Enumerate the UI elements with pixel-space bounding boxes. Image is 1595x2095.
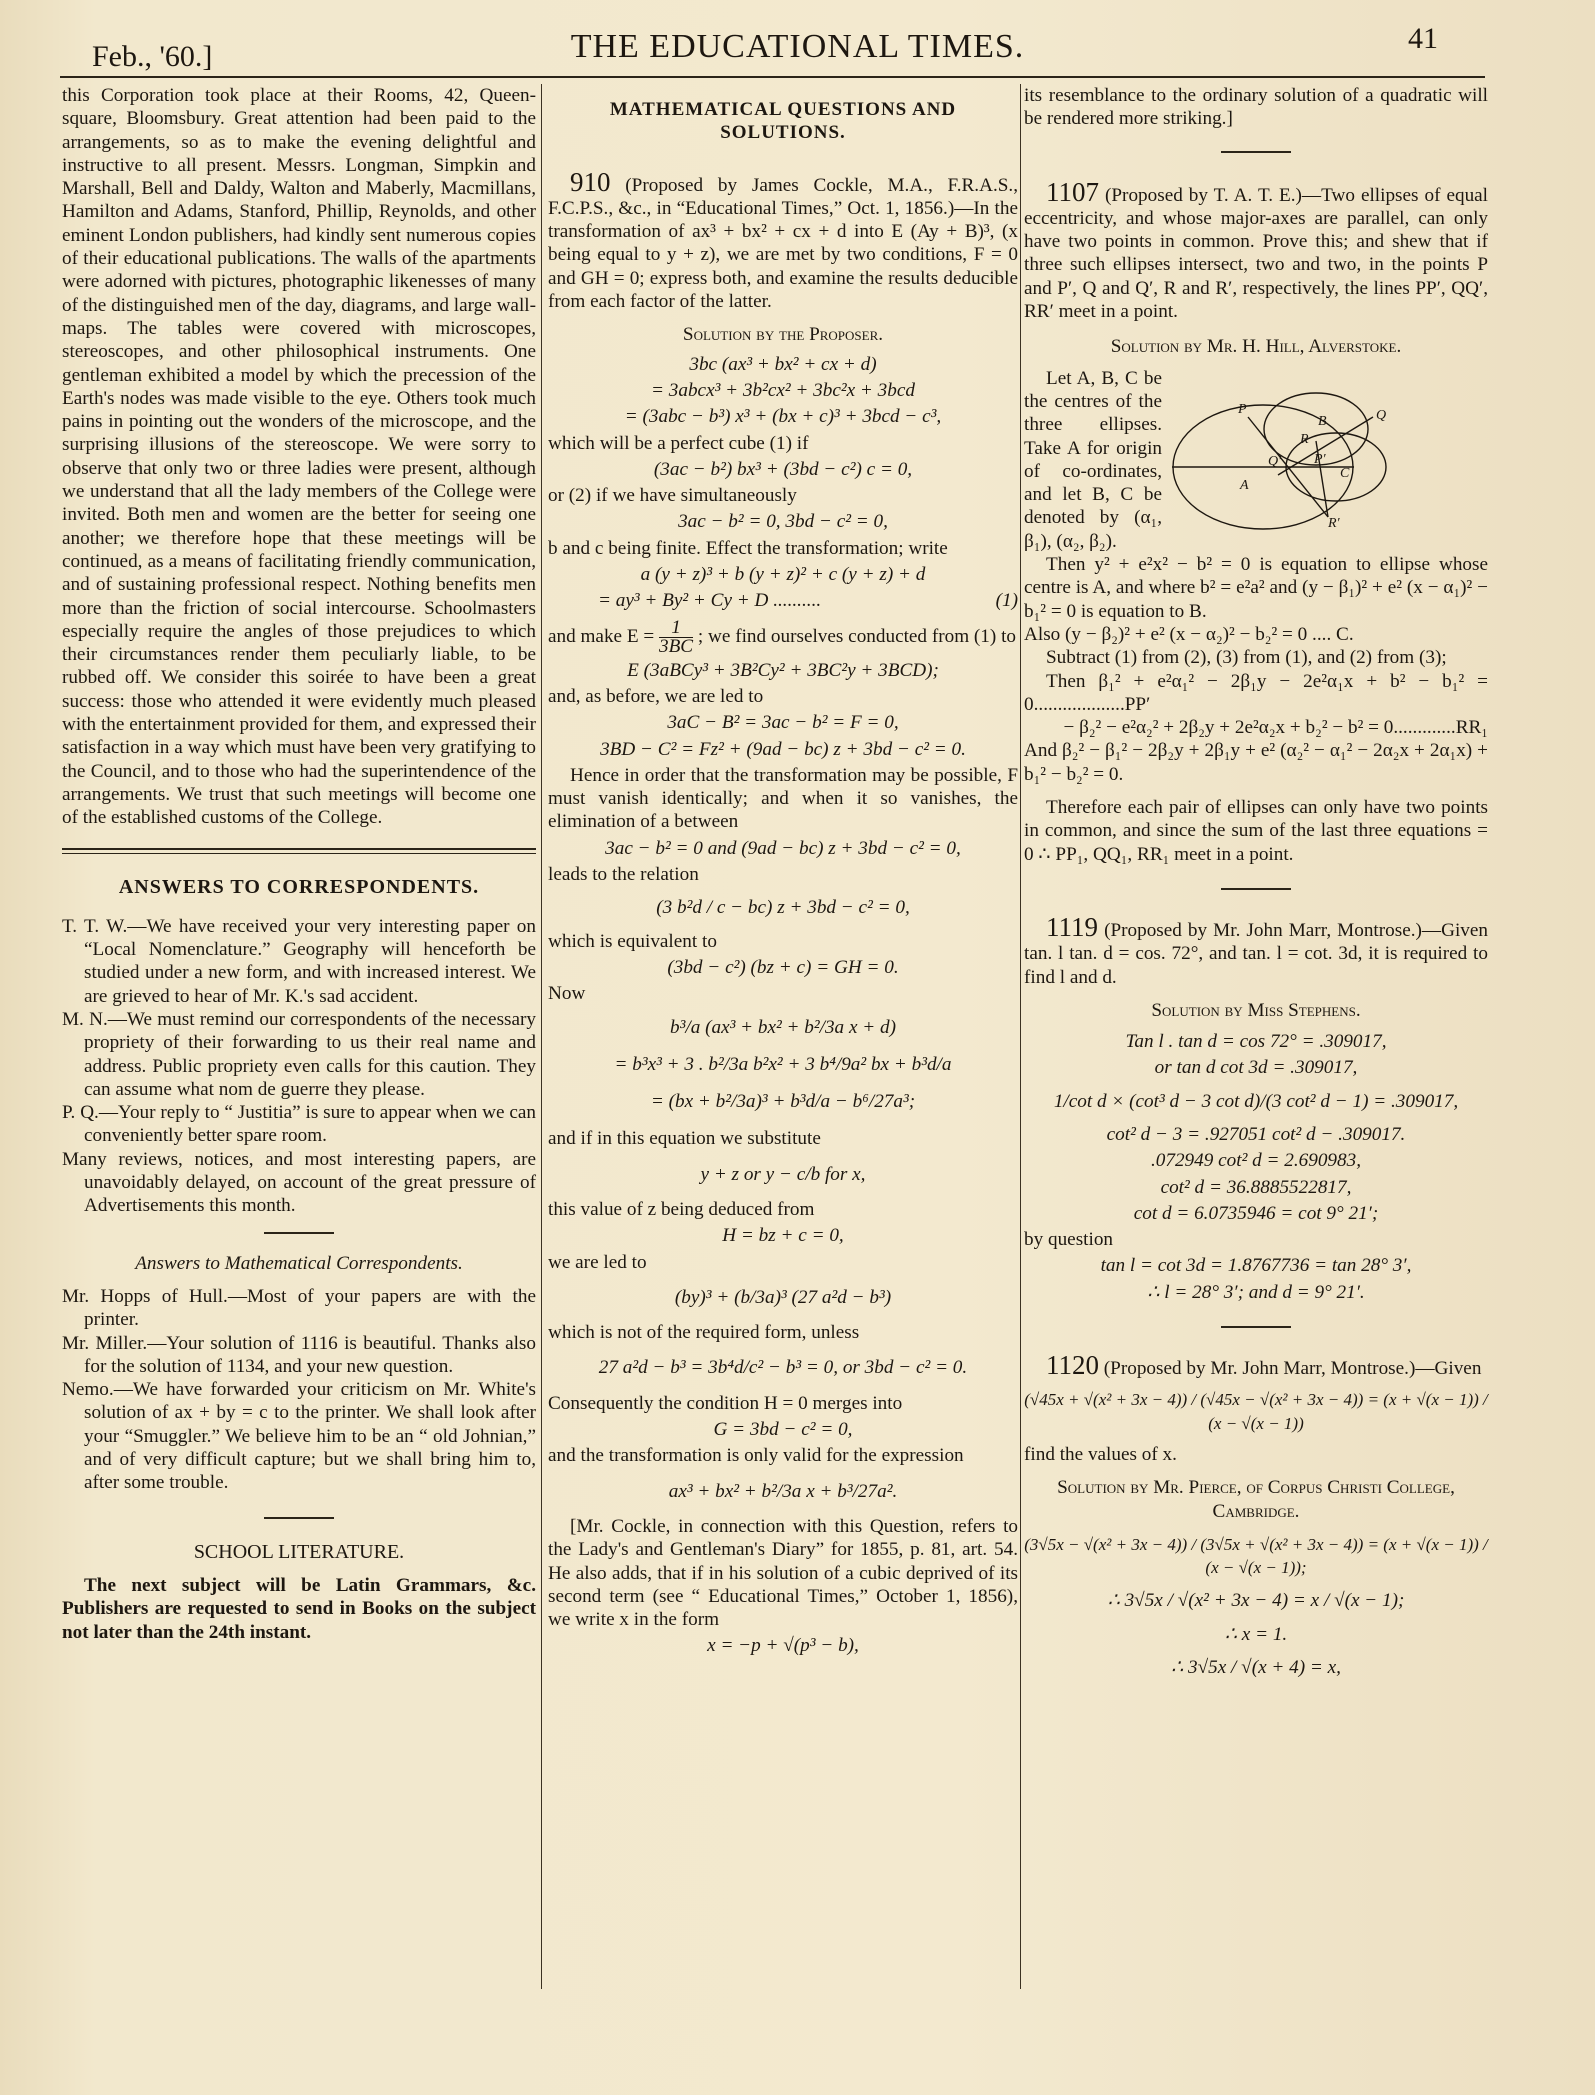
equation: 3bc (ax³ + bx² + cx + d) — [689, 353, 877, 375]
solution-text: b and c being finite. Effect the transformation; write — [548, 537, 948, 559]
solution-heading: Solution by Mr. H. Hill, Alverstoke. — [1110, 336, 1402, 358]
equation: y + z or y − c/b for x, — [700, 1163, 866, 1185]
equation: 27 a²d − b³ = 3b⁴d/c² − b³ = 0, or 3bd − c² = 0. — [598, 1357, 968, 1379]
equation: G = 3bd − c² = 0, — [713, 1419, 853, 1441]
fig-label: R′ — [1328, 515, 1340, 531]
fig-label: Q′ — [1268, 453, 1282, 469]
solution-text: Consequently the condition H = 0 merges into — [548, 1392, 903, 1414]
equation: (√45x + √(x² + 3x − 4)) / (√45x − √(x² + 3x − 4)) = (x + √(x − 1)) / (x − √(x − 1)) — [1024, 1390, 1488, 1433]
solution-text: which is not of the required form, unless — [548, 1322, 860, 1344]
equation: 3ac − b² = 0 and (9ad − bc) z + 3bd − c² = 0, — [605, 837, 961, 859]
fig-label: C — [1340, 465, 1350, 481]
solution-text: Therefore each pair of ellipses can only have two points in common, and since the sum of the last three equations = 0 ∴ PP₁, QQ₁, RR₁ meet in a point. — [1024, 797, 1488, 865]
equation-number: (1) — [995, 590, 1018, 612]
issue-date: Feb., '60.] — [92, 40, 213, 73]
equation: (3ac − b²) bx³ + (3bd − c²) c = 0, — [653, 458, 913, 480]
solution-text: by question — [1024, 1229, 1114, 1251]
question-number: 910 — [570, 166, 611, 197]
soiree-article: this Corporation took place at their Rooms, 42, Queen-square, Bloomsbury. Great attention had been paid to the arrangements, so as to make the evening delightful and instructive to all present. Messrs. Longman, Simpkin and Marshall, Bell and Daldy, Walton and Maberly, Macmillans, Hamilton and Adams, Stanford, Phillip, Reynolds, and other eminent London publishers, had kindly sent numerous copies of their educational publications. The walls of the apartments were adorned with pictures, photographic likenesses of many of the distinguished men of the day, diagrams, and large wall-maps. The tables were covered with microscopes, stereoscopes, and other philosophical instruments. One gentleman exhibited a model by which the precession of the Earth's nodes was made visible to the eye. Others took much pains in pointing out the wonders of the microscope, and the surprising illusions of the stereoscope. We were sorry to observe that only two or three ladies were present, although we understand that all the lady members of the College were invited. Both men and women are the better for seeing one another; we therefore hope that these meetings will be continued, as a means of facilitating friendly communication, and of sustaining professional respect. Nothing benefits men more than the friction of social intercourse. Schoolmasters especially require the angles of those prejudices to which their circumstances render them peculiarly liable, to be rubbed off. We consider this soirée to have been a great success: those who attended it were evidently much pleased with the entertainment provided for them, and expressed their satisfaction in a way which must have been very gratifying to the Council, and to those who had the superintendence of the arrangements. We trust that such meetings will become one of the established customs of the College. — [62, 85, 536, 829]
fraction-denominator: 3BC — [658, 635, 694, 657]
page-number: 41 — [1408, 22, 1438, 55]
equation: And β₂² − β₁² − 2β₂y + 2β₁y + e² (α₂² − α₁² − 2α₂x + 2α₁x) + b₁² − b₂² = 0. — [1024, 740, 1488, 785]
equation: Then β₁² + e²α₁² − 2β₁y − 2e²α₁x + b² − b₁² = 0...................PP′ — [1024, 670, 1488, 715]
solution-text: Then y² + e²x² − b² = 0 is equation to ellipse whose centre is A, and where b² = e²a² and (y − β₁)² + e² (x − α₁)² − b₁² = 0 is equation to B. — [1024, 554, 1488, 622]
answer-item: Many reviews, notices, and most interesting papers, are unavoidably delayed, on account of the great pressure of Advertisements this month. — [62, 1148, 536, 1217]
equation: .072949 cot² d = 2.690983, — [1150, 1150, 1362, 1172]
solution-heading: Solution by Mr. Pierce, of Corpus Christi College, Cambridge. — [1057, 1477, 1455, 1522]
solution-text: find the values of x. — [1024, 1443, 1177, 1465]
solution-text: which is equivalent to — [548, 930, 717, 952]
ellipse-diagram — [1168, 367, 1488, 549]
equation: b³/a (ax³ + bx² + b²/3a x + d) — [670, 1016, 896, 1038]
short-rule — [1221, 1326, 1291, 1328]
school-literature-heading: SCHOOL LITERATURE. — [193, 1540, 405, 1563]
short-rule — [264, 1232, 334, 1234]
question-text: (Proposed by Mr. John Marr, Montrose.)—Given — [1103, 1358, 1482, 1380]
math-answer-item: Mr. Hopps of Hull.—Most of your papers are with the printer. — [62, 1285, 536, 1331]
solution-note: [Mr. Cockle, in connection with this Question, refers to the Lady's and Gentleman's Diary” for 1855, p. 81, art. 54. He also adds, that if in his solution of a cubic deprived of its second term (see “ Educational Times,” October 1, 1856), we write x in the form — [548, 1515, 1018, 1631]
equation: = (3abc − b³) x³ + (bx + c)³ + 3bcd − c³, — [624, 406, 942, 428]
solution-text: which will be a perfect cube (1) if — [548, 432, 809, 454]
solution-text: leads to the relation — [548, 864, 699, 886]
equation: cot d = 6.0735946 = cot 9° 21′; — [1133, 1202, 1379, 1224]
solution-heading: Solution by the Proposer. — [682, 324, 884, 346]
short-rule — [1221, 151, 1291, 153]
fraction-numerator: 1 — [659, 619, 693, 638]
equation: ∴ x = 1. — [1224, 1623, 1288, 1645]
equation: x = −p + √(p³ − b), — [707, 1635, 859, 1657]
solution-text: or (2) if we have simultaneously — [548, 485, 797, 507]
fig-label: Q — [1376, 407, 1387, 423]
solution-text: Now — [548, 983, 586, 1005]
answer-item: T. T. W.—We have received your very interesting paper on “Local Nomenclature.” Geography will henceforth be studied under a new form, and with increased interest. We are grieved to hear of Mr. K.'s sad accident. — [62, 915, 536, 1007]
equation: = ay³ + By² + Cy + D .......... — [598, 590, 822, 612]
answer-item: P. Q.—Your reply to “ Justitia” is sure to appear when we can conveniently better spare room. — [62, 1102, 536, 1147]
column-left — [62, 84, 536, 1644]
equation: = 3abcx³ + 3b²cx² + 3bc²x + 3bcd — [651, 379, 915, 401]
equation: ax³ + bx² + b²/3a x + b³/27a². — [668, 1480, 898, 1502]
solution-text: Let A, B, C be the centres of the three ellipses. Take A for origin of co-ordinates, and let B, C be denoted by (α₁, β₁), (α₂, β₂). — [1024, 367, 1162, 552]
solution-text: this value of z being deduced from — [548, 1198, 815, 1220]
fig-label: P — [1238, 401, 1247, 417]
math-answer-item: Nemo.—We have forwarded your criticism on Mr. White's solution of ax + by = c to the printer. We shall look after your “Smuggler.” We believe him to be an “ old Johnian,” and of very difficult capture; but we shall bring him to, after some trouble. — [62, 1379, 536, 1494]
solution-heading: Solution by Miss Stephens. — [1151, 999, 1361, 1021]
equation: 3BD − C² = Fz² + (9ad − bc) z + 3bd − c² = 0. — [600, 738, 966, 760]
column-divider — [541, 84, 542, 1989]
newspaper-title: THE EDUCATIONAL TIMES. — [570, 28, 1025, 65]
question-number: 1120 — [1046, 1350, 1099, 1381]
school-literature-text: The next subject will be Latin Grammars, &c. Publishers are requested to send in Books on the subject not later than the 24th instant. — [62, 1574, 536, 1643]
solution-text: ; we find ourselves conducted from (1) to — [697, 625, 1017, 647]
header-rule — [60, 76, 1485, 78]
equation: = (bx + b²/3a)³ + b³d/a − b⁶/27a³; — [650, 1091, 916, 1113]
equation: ∴ 3√5x / √(x + 4) = x, — [1171, 1657, 1341, 1679]
solution-text: Also (y − β₂)² + e² (x − α₂)² − b₂² = 0 .... C. — [1024, 623, 1354, 645]
fig-label: R — [1300, 431, 1309, 447]
math-answers-heading: Answers to Mathematical Correspondents. — [135, 1252, 463, 1274]
equation: 3aC − B² = 3ac − b² = F = 0, — [667, 712, 899, 734]
equation: Tan l . tan d = cos 72° = .309017, — [1125, 1031, 1387, 1053]
equation: 1/cot d × (cot³ d − 3 cot d)/(3 cot² d − 1) = .309017, — [1053, 1090, 1459, 1112]
fig-label: P′ — [1314, 451, 1326, 467]
equation: (3√5x − √(x² + 3x − 4)) / (3√5x + √(x² + 3x − 4)) = (x + √(x − 1)) / (x − √(x − 1)); — [1024, 1534, 1488, 1578]
short-rule — [1221, 888, 1291, 890]
question-number: 1107 — [1046, 176, 1099, 207]
column-middle — [548, 84, 1018, 1661]
solution-text: and if in this equation we substitute — [548, 1128, 821, 1150]
question-text: (Proposed by Mr. John Marr, Montrose.)—Given tan. l tan. d = cos. 72°, and tan. l = cot. 3d, it is required to find l and d. — [1024, 919, 1488, 988]
answer-item: M. N.—We must remind our correspondents of the necessary propriety of their forwarding to us their real name and address. Public propriety even calls for this caution. They can assume what nom de guerre they please. — [62, 1008, 536, 1100]
equation: ∴ l = 28° 3′; and d = 9° 21′. — [1147, 1281, 1365, 1303]
continued-text: its resemblance to the ordinary solution of a quadratic will be rendered more striking.] — [1024, 85, 1488, 130]
question-text: (Proposed by James Cockle, M.A., F.R.A.S., F.C.P.S., &c., in “Educational Times,” Oct. 1, 1856.)—In the transformation of ax³ + bx² + cx + d into E (Ay + B)³, (x being equal to y + z), we are met by two conditions, F = 0 and GH = 0; express both, and examine the results deducible from each factor of the latter. — [548, 174, 1019, 313]
equation: (3bd − c²) (bz + c) = GH = 0. — [667, 956, 899, 978]
equation: (3 b²d / c − bc) z + 3bd − c² = 0, — [656, 897, 910, 919]
column-divider — [1020, 84, 1021, 1989]
equation: H = bz + c = 0, — [722, 1225, 844, 1247]
equation: 3ac − b² = 0, 3bd − c² = 0, — [678, 511, 888, 533]
fig-label: A — [1240, 477, 1249, 493]
equation: (by)³ + (b/3a)³ (27 a²d − b³) — [674, 1286, 892, 1308]
equation: = b³x³ + 3 . b²/3a b²x² + 3 b⁴/9a² bx + b³d/a — [614, 1053, 952, 1075]
column-right — [1024, 84, 1488, 1689]
solution-text: and make E = — [548, 625, 655, 647]
solution-text: and the transformation is only valid for the expression — [548, 1445, 964, 1467]
equation: ∴ 3√5x / √(x² + 3x − 4) = x / √(x − 1); — [1107, 1590, 1405, 1612]
equation: tan l = cot 3d = 1.8767736 = tan 28° 3′, — [1100, 1255, 1412, 1277]
math-questions-heading: MATHEMATICAL QUESTIONS AND SOLUTIONS. — [609, 99, 957, 144]
equation: − β₂² − e²α₂² + 2β₂y + 2e²α₂x + b₂² − b² = 0.............RR₁ — [1063, 717, 1488, 739]
fig-label: B — [1318, 413, 1327, 429]
question-text: (Proposed by T. A. T. E.)—Two ellipses of equal eccentricity, and whose major-axes are parallel, can only have two points in common. Prove this; and shew that if three such ellipses intersect, two and two, in the points P and P′, Q and Q′, R and R′, respectively, the lines PP′, QQ′, RR′ meet in a point. — [1024, 184, 1489, 323]
equation: E (3aBCy³ + 3B²Cy² + 3BC²y + 3BCD); — [627, 659, 939, 681]
solution-text: Subtract (1) from (2), (3) from (1), and (2) from (3); — [1046, 647, 1447, 669]
solution-text: and, as before, we are led to — [548, 685, 764, 707]
answers-heading: ANSWERS TO CORRESPONDENTS. — [118, 875, 480, 898]
math-answer-item: Mr. Miller.—Your solution of 1116 is beautiful. Thanks also for the solution of 1134, and your new question. — [62, 1332, 536, 1377]
equation: or tan d cot 3d = .309017, — [1154, 1057, 1358, 1079]
section-rule — [62, 848, 536, 854]
equation: a (y + z)³ + b (y + z)² + c (y + z) + d — [640, 564, 926, 586]
solution-text: we are led to — [548, 1251, 647, 1273]
question-number: 1119 — [1046, 911, 1098, 942]
equation: cot² d − 3 = .927051 cot² d − .309017. — [1106, 1123, 1406, 1145]
equation: cot² d = 36.8885522817, — [1160, 1176, 1352, 1198]
solution-text: Hence in order that the transformation may be possible, F must vanish identically; and when it so vanishes, the elimination of a between — [548, 764, 1018, 833]
short-rule — [264, 1517, 334, 1519]
